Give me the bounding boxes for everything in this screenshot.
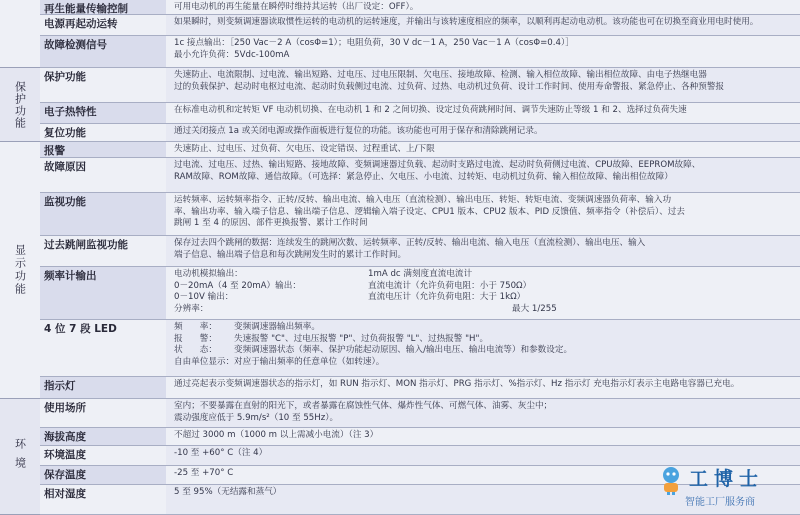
brand-logo xyxy=(655,462,795,512)
value-line: 率、输出功率、输入端子信息、输出端子信息、逻辑输入端子设定、CPU1 版本、CPU2 版本、PID 反馈值、频率指令（补偿后）、过去 xyxy=(174,206,685,217)
value-line: 运转频率、运转频率指令、正转/反转、输出电流、输入电压（直流检测）、输出电压、转矩、转矩电流、变频调速器负荷率、输入功 xyxy=(174,195,672,205)
led-item-key: 频 率： xyxy=(174,322,217,332)
value-line: 端子信息、输出端子信息和每次跳闸发生时的累计工作时间。 xyxy=(174,249,407,260)
logo-name: 工博士 xyxy=(689,468,765,490)
row-label: 故障检测信号 xyxy=(40,36,166,67)
meter-cell xyxy=(368,304,508,316)
row-label: 保存温度 xyxy=(40,466,166,484)
meter-cell: 0－20mA（4 至 20mA）输出： xyxy=(174,280,301,291)
row-label: 故障原因 xyxy=(40,158,166,192)
value-line: 室内；不要暴露在直射的阳光下，或者暴露在腐蚀性气体、爆炸性气体、可燃气体、油雾、灰尘中； xyxy=(174,401,553,411)
led-item-key: 状 态： xyxy=(174,345,217,355)
spec-row xyxy=(40,103,800,124)
spec-row xyxy=(40,124,800,142)
row-label: 4 位 7 段 LED xyxy=(40,320,166,376)
row-value xyxy=(170,103,800,123)
meter-cell: 电动机模拟输出： xyxy=(174,269,243,279)
spec-row xyxy=(40,36,800,68)
row-value xyxy=(170,428,800,445)
value-line: 失速防止、电流限制、过电流、输出短路、过电压、过电压限制、欠电压、接地故障、检测、输入相位故障、输出相位故障、由电子热继电器 xyxy=(174,70,707,80)
category-protect: 保护功能 xyxy=(0,68,40,142)
value-line: 不超过 3000 m（1000 m 以上需减小电流）（注 3） xyxy=(174,430,379,440)
value-line: 如果瞬时，则变频调速器读取惯性运转的电动机的运转速度，并输出与该转速度相应的频率，以顺利再起动电动机。该功能也可在切换至商业用电时使用。 xyxy=(174,17,759,27)
meter-cell: 直流电压计（允许负荷电阻：大于 1kΩ） xyxy=(368,292,526,302)
row-label: 复位功能 xyxy=(40,124,166,141)
spec-row xyxy=(40,0,800,15)
row-value xyxy=(170,15,800,35)
spec-row xyxy=(40,399,800,428)
value-line: 通过亮起表示变频调速器状态的指示灯，如 RUN 指示灯、MON 指示灯、PRG 指示灯、%指示灯、Hz 指示灯 充电指示灯表示主电路电容器已充电。 xyxy=(174,379,740,389)
led-item-desc: 变频调速器输出频率。 xyxy=(234,322,320,332)
meter-cell: 1mA dc 满刻度直流电流计 xyxy=(368,269,473,279)
meter-cell: 直流电流计（允许负荷电阻：小于 750Ω） xyxy=(368,280,532,291)
row-label: 环境温度 xyxy=(40,446,166,465)
meter-cell xyxy=(512,281,622,293)
row-value xyxy=(170,267,800,319)
value-line: 过电流、过电压、过热、输出短路、接地故障、变频调速器过负载、起动时支路过电流、起动时负荷侧过电流、CPU故障、EEPROM故障、 xyxy=(174,160,701,170)
robot-mascot-icon xyxy=(655,464,687,496)
meter-cell xyxy=(512,292,622,304)
led-item-desc: 变频调速器状态（频率、保护功能起动原因、输入/输出电压、输出电流等）和参数设定。 xyxy=(234,345,573,355)
meter-cell xyxy=(512,269,622,281)
row-value xyxy=(170,399,800,427)
spec-row xyxy=(40,158,800,193)
value-line: 保存过去四个跳闸的数据：连续发生的跳闸次数、运转频率、正转/反转、输出电流、输入电压（直流检测）、输出电压、输入 xyxy=(174,238,646,248)
row-label: 再生能量传输控制 xyxy=(40,0,166,14)
spec-row xyxy=(40,236,800,267)
spec-row xyxy=(40,15,800,36)
spec-row xyxy=(40,68,800,103)
led-item-desc: 失速报警 "C"、过电压报警 "P"、过负荷报警 "L"、过热报警 "H"。 xyxy=(234,333,489,344)
spec-row xyxy=(40,428,800,446)
led-item-desc: 对应于输出频率的任意单位（如转速）。 xyxy=(234,356,385,367)
value-line: 最小允许负荷：5Vdc-100mA xyxy=(174,49,290,60)
row-value xyxy=(170,193,800,235)
row-value xyxy=(170,377,800,398)
value-line: 震动强度应低于 5.9m/s²（10 至 55Hz）。 xyxy=(174,412,339,423)
spec-row xyxy=(40,142,800,158)
meter-cell: 分辨率： xyxy=(174,303,209,314)
category-env: 环境 xyxy=(0,399,40,515)
row-value xyxy=(170,36,800,67)
value-line: 通过关闭接点 1a 或关闭电源或操作面板进行复位的功能。该功能也可用于保存和清除跳闸记录。 xyxy=(174,126,543,136)
row-label: 电子热特性 xyxy=(40,103,166,123)
meter-cell: 最大 1/255 xyxy=(512,303,557,314)
row-label: 监视功能 xyxy=(40,193,166,235)
row-value xyxy=(170,68,800,102)
row-label: 指示灯 xyxy=(40,377,166,398)
value-line: 跳闸 1 至 4 的原因、部件更换报警、累计工作时间 xyxy=(174,218,368,228)
led-item-key: 自由单位显示： xyxy=(174,356,235,367)
row-label: 保护功能 xyxy=(40,68,166,102)
value-line: 失速防止、过电压、过负荷、欠电压、设定错误、过程重试、上/下限 xyxy=(174,144,435,154)
value-line: 5 至 95%（无结露和蒸气） xyxy=(174,487,282,497)
value-line: 1c 接点输出：［250 Vac－2 A（cosΦ=1）；电阻负荷，30 V dc－1 A，250 Vac－1 A（cosΦ=0.4）］ xyxy=(174,38,574,48)
value-line: RAM故障、ROM故障、通信故障。（可选择：紧急停止、欠电压、小电流、过转矩、电动机过负荷、输入相位故障、输出相位故障） xyxy=(174,171,673,182)
meter-cell: 0－10V 输出： xyxy=(174,292,234,302)
row-value xyxy=(170,124,800,141)
row-label: 报警 xyxy=(40,142,166,157)
value-line: 在标准电动机和定转矩 VF 电动机切换、在电动机 1 和 2 之间切换、设定过负荷跳闸时间、调节失速防止等级 1 和 2、选择过负荷失速 xyxy=(174,105,687,115)
row-label: 过去跳闸监视功能 xyxy=(40,236,166,266)
spec-row xyxy=(40,320,800,377)
category-blank-top xyxy=(0,0,40,68)
value-line: 过的负载保护、起动时电枢过电流、起动时负载侧过电流、过负荷、过热、电动机过负荷、设计工作时间、使用寿命警报、紧急停止、各种预警报 xyxy=(174,81,725,92)
spec-row xyxy=(40,377,800,399)
value-line: -10 至 +60° C（注 4） xyxy=(174,448,268,458)
row-label: 电源再起动运转 xyxy=(40,15,166,35)
spec-row xyxy=(40,193,800,236)
row-value xyxy=(170,142,800,157)
value-line: 可用电动机的再生能量在瞬停时维持其运转（出厂设定：OFF）。 xyxy=(174,2,419,12)
logo-subtitle: 智能工厂服务商 xyxy=(685,497,755,508)
row-value xyxy=(170,158,800,192)
row-value xyxy=(170,320,800,376)
row-label: 海拔高度 xyxy=(40,428,166,445)
row-label: 相对湿度 xyxy=(40,485,166,514)
row-value xyxy=(170,0,800,14)
value-line: -25 至 +70° C xyxy=(174,468,234,478)
row-label: 使用场所 xyxy=(40,399,166,427)
row-value xyxy=(170,236,800,266)
spec-row xyxy=(40,267,800,320)
led-item-key: 报 警： xyxy=(174,333,217,344)
row-label: 频率计输出 xyxy=(40,267,166,319)
category-display: 显示功能 xyxy=(0,142,40,399)
